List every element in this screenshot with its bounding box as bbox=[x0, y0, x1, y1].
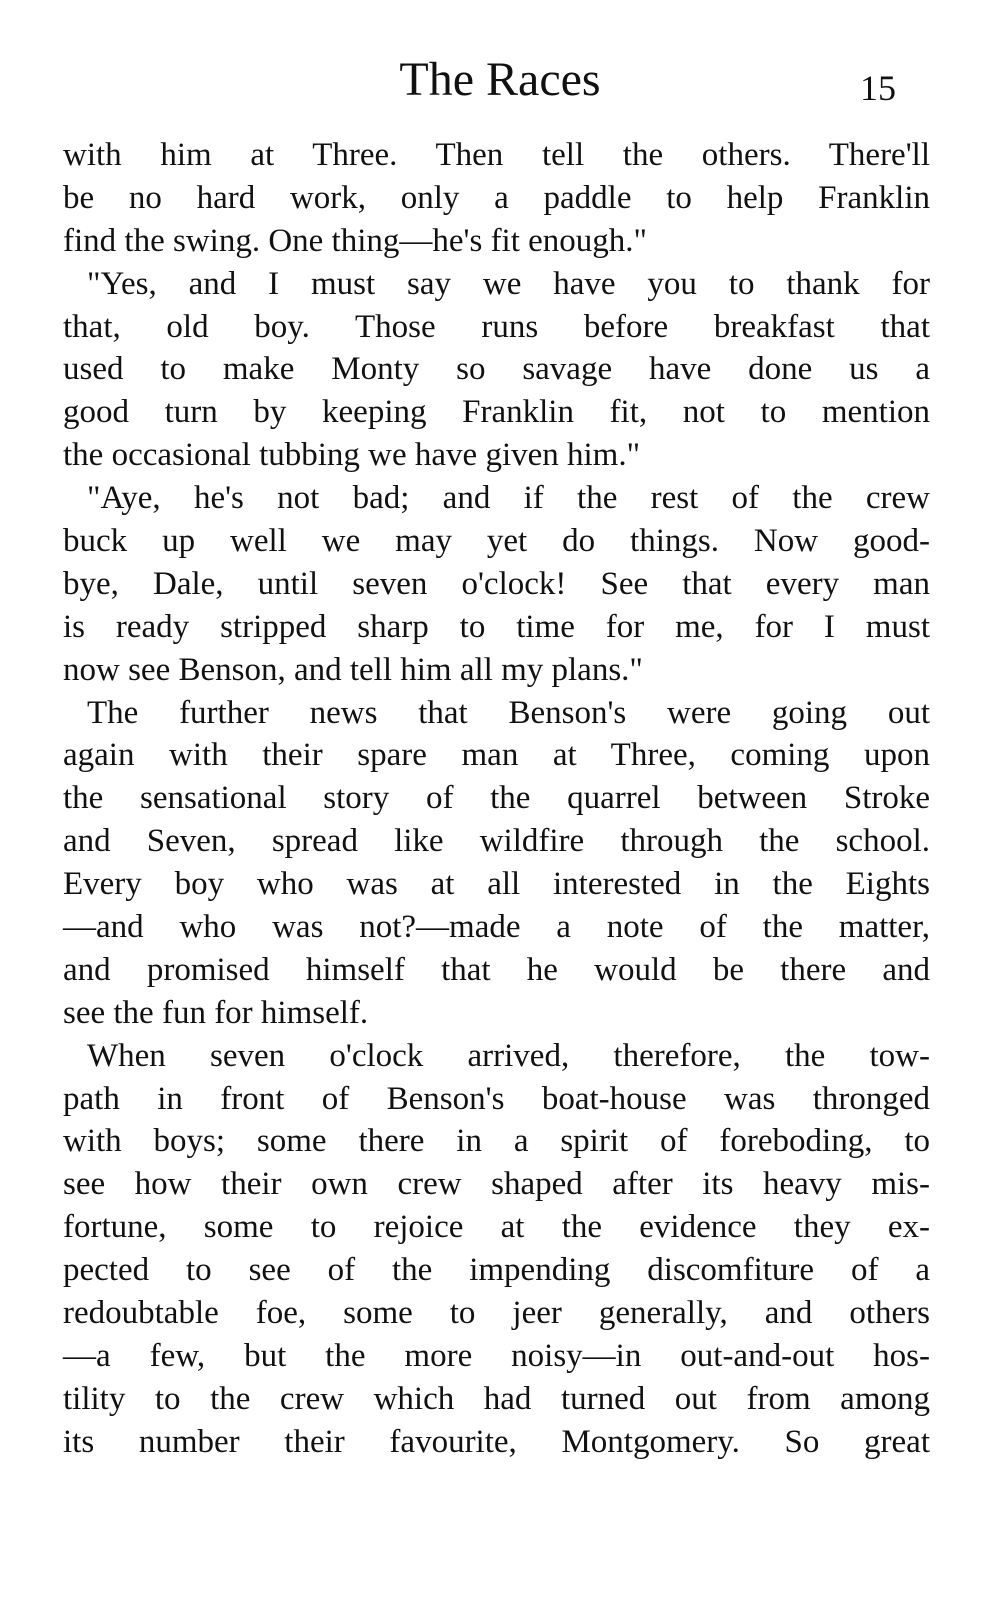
text-line: and Seven, spread like wildfire through the school. bbox=[63, 823, 930, 860]
text-line: see the fun for himself. bbox=[63, 994, 369, 1031]
text-line: good turn by keeping Franklin fit, not to mention bbox=[63, 394, 930, 431]
text-line: find the swing. One thing—he's fit enough." bbox=[63, 222, 648, 259]
text-line: tility to the crew which had turned out from among bbox=[63, 1380, 930, 1417]
text-line: the sensational story of the quarrel between Stroke bbox=[63, 780, 930, 817]
body-text bbox=[63, 134, 930, 1464]
text-line: that, old boy. Those runs before breakfast that bbox=[63, 308, 930, 345]
page-number: 15 bbox=[860, 68, 896, 108]
chapter-title: The Races bbox=[399, 53, 601, 106]
text-line: redoubtable foe, some to jeer generally, and others bbox=[63, 1295, 930, 1332]
text-line: The further news that Benson's were going out bbox=[87, 694, 930, 731]
text-line: fortune, some to rejoice at the evidence they ex- bbox=[63, 1209, 930, 1246]
running-head bbox=[0, 50, 1000, 110]
text-line: —and who was not?—made a note of the matter, bbox=[63, 909, 930, 946]
text-line: the occasional tubbing we have given him." bbox=[63, 437, 641, 474]
text-line: again with their spare man at Three, coming upon bbox=[63, 737, 930, 774]
text-line: with him at Three. Then tell the others. There'll bbox=[63, 137, 930, 173]
text-line: be no hard work, only a paddle to help Franklin bbox=[63, 179, 930, 216]
text-line: bye, Dale, until seven o'clock! See that every man bbox=[63, 565, 930, 602]
text-line: —a few, but the more noisy—in out-and-out hos- bbox=[63, 1337, 930, 1374]
text-line: its number their favourite, Montgomery. So great bbox=[63, 1423, 930, 1460]
text-line: path in front of Benson's boat-house was thronged bbox=[63, 1080, 930, 1117]
text-line: with boys; some there in a spirit of foreboding, to bbox=[63, 1123, 930, 1160]
text-line: see how their own crew shaped after its heavy mis- bbox=[63, 1166, 930, 1203]
text-line: used to make Monty so savage have done us a bbox=[63, 351, 930, 388]
text-line: and promised himself that he would be there and bbox=[63, 951, 930, 988]
text-line: When seven o'clock arrived, therefore, the tow- bbox=[87, 1037, 930, 1074]
text-line: "Aye, he's not bad; and if the rest of the crew bbox=[87, 480, 930, 517]
text-line: pected to see of the impending discomfiture of a bbox=[63, 1252, 930, 1289]
text-line: is ready stripped sharp to time for me, for I must bbox=[63, 608, 930, 645]
text-line: "Yes, and I must say we have you to thank for bbox=[87, 265, 930, 302]
text-line: buck up well we may yet do things. Now good- bbox=[63, 523, 930, 560]
text-line: Every boy who was at all interested in the Eights bbox=[63, 866, 930, 903]
text-line: now see Benson, and tell him all my plans." bbox=[63, 651, 643, 688]
